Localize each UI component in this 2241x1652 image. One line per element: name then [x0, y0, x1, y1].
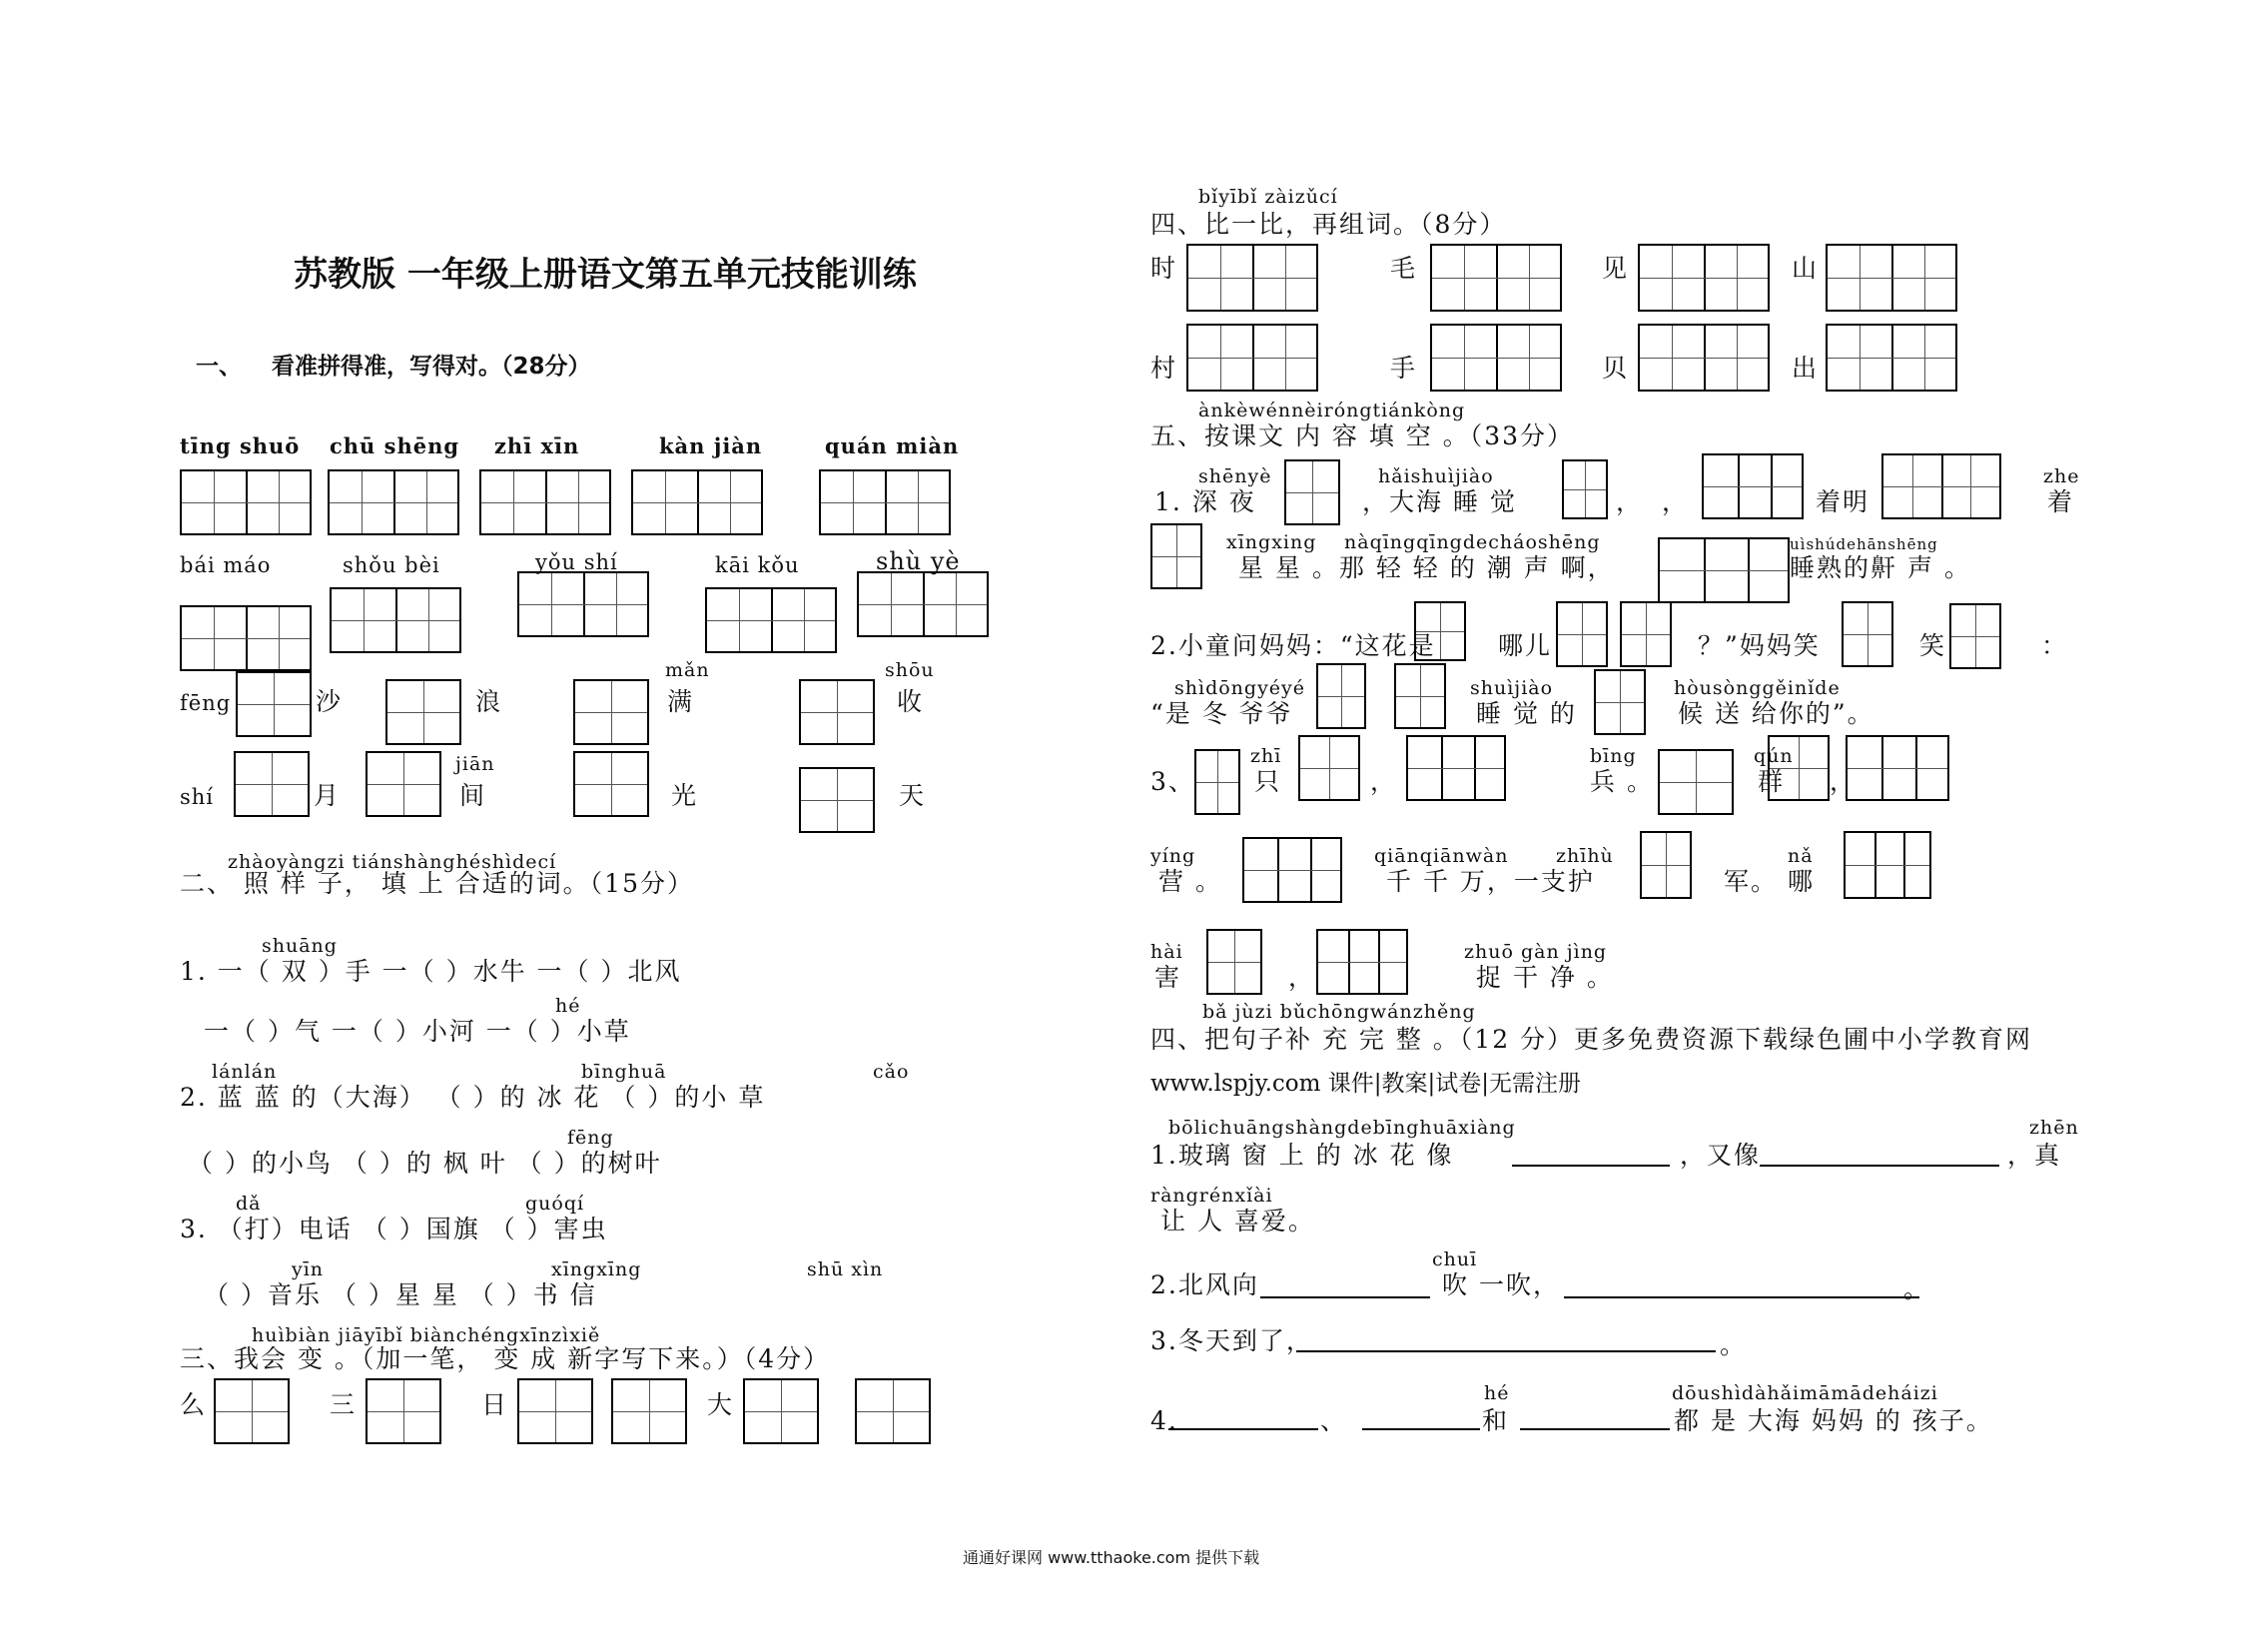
answer-line[interactable]	[1362, 1428, 1480, 1430]
writing-grid[interactable]	[1430, 324, 1562, 392]
answer-line[interactable]	[1260, 1296, 1430, 1298]
s6-q2-pinyin: chuī	[1432, 1248, 1478, 1270]
pinyin-feng: fēng	[180, 691, 232, 715]
l4-text-a: “是 冬 爷爷	[1150, 699, 1293, 728]
s6-q3-text-a: 3.冬天到了，	[1150, 1326, 1313, 1355]
pinyin-row2-3: yǒu shí	[535, 550, 618, 574]
q3b-pinyin-3: shū xìn	[807, 1258, 884, 1280]
l1-text-b: ，大海 睡 觉	[1362, 487, 1517, 516]
s6-q4-text-a: 4.	[1150, 1406, 1178, 1435]
pinyin-row1-3: zhī xīn	[494, 433, 580, 458]
pinyin-shi: shí	[180, 785, 215, 809]
writing-grid[interactable]	[1414, 601, 1466, 661]
l2-pinyin-2: nàqīngqīngdecháoshēng	[1344, 531, 1601, 553]
s6-q2-text-b: 吹 一吹，	[1442, 1270, 1560, 1299]
writing-grid[interactable]	[1316, 929, 1408, 995]
sec3-char-me: 么	[180, 1390, 208, 1419]
answer-line[interactable]	[1564, 1296, 1919, 1298]
section-2-pinyin: zhàoyàngzi tiánshànghéshìdecí	[228, 851, 557, 873]
writing-grid[interactable]	[1620, 601, 1672, 667]
writing-grid[interactable]	[1186, 324, 1318, 392]
l2-text-a: 星 星 。那 轻 轻 的 潮 声 啊，	[1238, 553, 1615, 582]
char-lang: 浪	[475, 687, 503, 716]
answer-line[interactable]	[1512, 1165, 1670, 1167]
char-sha: 沙	[316, 687, 344, 716]
s6-q2-text-c: 。	[1903, 1274, 1931, 1303]
writing-grid[interactable]	[1638, 324, 1770, 392]
pinyin-row2-5: shù yè	[876, 547, 961, 575]
l5-pinyin-2: bīng	[1590, 745, 1637, 767]
q1a-line: 1. 一（ 双 ）手 一（ ）水牛 一（ ）北风	[180, 957, 682, 986]
writing-grid[interactable]	[1844, 831, 1931, 899]
s6-q1-pinyin-2: zhēn	[2029, 1117, 2079, 1139]
writing-grid[interactable]	[1826, 244, 1957, 312]
writing-grid[interactable]	[517, 571, 649, 637]
sec3-char-da: 大	[707, 1390, 735, 1419]
l6-pinyin-1: yíng	[1150, 845, 1196, 867]
q3b-pinyin-1: yīn	[292, 1258, 325, 1280]
l6-text-c: 军。	[1724, 867, 1779, 896]
l3-text-d: 笑	[1919, 631, 1947, 660]
char-guang: 光	[671, 781, 699, 810]
writing-grid[interactable]	[180, 469, 312, 535]
writing-grid[interactable]	[1206, 929, 1262, 995]
sec4-char: 见	[1602, 254, 1630, 283]
section-5-heading: 五、按课文 内 容 填 空 。（33分）	[1150, 421, 1575, 450]
q3a-line: 3. （打）电话 （ ）国旗 （ ）害虫	[180, 1215, 608, 1243]
writing-grid[interactable]	[479, 469, 611, 535]
q2b-line: （ ）的小鸟 （ ）的 枫 叶 （ ）的树叶	[188, 1149, 662, 1178]
writing-grid[interactable]	[1842, 601, 1893, 667]
writing-grid[interactable]	[799, 767, 875, 833]
l3-text-b: 哪儿	[1498, 631, 1553, 660]
char-jian: 间	[459, 781, 487, 810]
q1b-line: 一（ ）气 一（ ）小河 一（ ）小草	[204, 1017, 631, 1046]
section-6-pinyin: bǎ jùzi bǔchōngwánzhěng	[1202, 1001, 1476, 1023]
sec4-char: 村	[1150, 354, 1178, 383]
writing-grid[interactable]	[573, 679, 649, 745]
l3-text-e: ：	[2041, 631, 2069, 660]
q2a-line: 2. 蓝 蓝 的（大海） （ ）的 冰 花 （ ）的小 草	[180, 1083, 766, 1112]
l7-pinyin-1: hài	[1150, 941, 1183, 963]
l5-text-d: 兵 。	[1590, 767, 1654, 796]
writing-grid[interactable]	[328, 469, 459, 535]
l3-text-c: ？”妈妈笑	[1698, 631, 1821, 660]
section-6-heading-2: www.lspjy.com 课件|教案|试卷|无需注册	[1150, 1071, 1582, 1097]
writing-grid[interactable]	[1186, 244, 1318, 312]
page-title: 苏教版 一年级上册语文第五单元技能训练	[294, 255, 917, 295]
l7-text-c: 捉 干 净 。	[1476, 963, 1614, 992]
writing-grid[interactable]	[1562, 459, 1608, 519]
writing-grid[interactable]	[366, 751, 441, 817]
section-3-pinyin: huìbiàn jiāyībǐ biànchéngxīnzìxiě	[252, 1324, 601, 1346]
pinyin-shou: shōu	[885, 659, 935, 681]
writing-grid[interactable]	[1594, 669, 1646, 735]
writing-grid[interactable]	[1150, 523, 1202, 589]
l7-pinyin-2: zhuō gàn jìng	[1464, 941, 1608, 963]
l5-text-b: 只	[1254, 767, 1282, 796]
l4-pinyin-2: shuìjiào	[1470, 677, 1554, 699]
q2b-pinyin: fēng	[567, 1127, 614, 1149]
section-1-heading: 看准拼得准，写得对。（28分）	[272, 354, 591, 380]
writing-grid[interactable]	[611, 1378, 687, 1444]
writing-grid[interactable]	[1284, 459, 1340, 525]
char-tian: 天	[899, 781, 927, 810]
q3b-line: （ ）音乐 （ ）星 星 （ ）书 信	[204, 1280, 597, 1309]
sec4-char: 毛	[1390, 254, 1418, 283]
writing-grid[interactable]	[1194, 749, 1240, 815]
l4-pinyin-3: hòusònggěinǐde	[1674, 677, 1841, 699]
l5-text-f: ，	[1830, 767, 1858, 796]
section-3-heading: 三、我会 变 。（加一笔， 变 成 新字写下来。）（4分）	[180, 1344, 831, 1373]
pinyin-man: mǎn	[665, 659, 710, 681]
answer-line[interactable]	[1296, 1350, 1716, 1352]
s6-q1-text-b: ，又像	[1680, 1141, 1762, 1170]
pinyin-row2-1: bái máo	[180, 553, 272, 577]
s6-q4-pinyin-2: dōushìdàhǎimāmādeháizi	[1672, 1382, 1938, 1404]
writing-grid[interactable]	[1406, 735, 1506, 801]
writing-grid[interactable]	[236, 671, 312, 737]
writing-grid[interactable]	[330, 587, 461, 653]
l7-text-b: ，	[1288, 963, 1316, 992]
q3a-pinyin-2: guóqí	[525, 1193, 585, 1215]
pinyin-row1-1: tīng shuō	[180, 433, 301, 458]
l2-pinyin-3: uìshúdehānshēng	[1790, 535, 1938, 553]
writing-grid[interactable]	[385, 679, 461, 745]
s6-q1-text-c: ，真	[2007, 1141, 2062, 1170]
l2-pinyin-1: xīngxing	[1226, 531, 1317, 553]
s6-q1-pinyin-3: ràngrénxǐài	[1150, 1185, 1273, 1207]
char-man: 满	[667, 687, 695, 716]
writing-grid[interactable]	[1430, 244, 1562, 312]
l6-pinyin-4: nǎ	[1788, 845, 1814, 867]
sec4-char: 贝	[1602, 354, 1630, 383]
writing-grid[interactable]	[1394, 663, 1446, 729]
char-shou: 收	[897, 687, 925, 716]
writing-grid[interactable]	[214, 1378, 290, 1444]
q1b-pinyin: hé	[555, 995, 581, 1017]
writing-grid[interactable]	[180, 605, 312, 671]
sec4-char: 出	[1792, 354, 1820, 383]
l5-pinyin-3: qún	[1754, 745, 1794, 767]
writing-grid[interactable]	[1702, 453, 1804, 519]
pinyin-row2-2: shǒu bèi	[343, 553, 440, 577]
pinyin-jian: jiān	[455, 753, 495, 775]
l5-text-e: 群	[1758, 767, 1786, 796]
writing-grid[interactable]	[1826, 324, 1957, 392]
q1a-pinyin: shuāng	[262, 935, 338, 957]
l6-pinyin-3: zhīhù	[1556, 845, 1614, 867]
l5-text-a: 3、	[1150, 767, 1195, 796]
l1-text-a: 1. 深 夜	[1154, 487, 1256, 516]
writing-grid[interactable]	[1556, 601, 1608, 667]
answer-line[interactable]	[1168, 1428, 1318, 1430]
section-2-heading: 二、 照 样 子， 填 上 合适的词。（15分）	[180, 869, 694, 898]
writing-grid[interactable]	[705, 587, 837, 653]
writing-grid[interactable]	[234, 751, 310, 817]
writing-grid[interactable]	[1658, 749, 1734, 815]
writing-grid[interactable]	[857, 571, 989, 637]
writing-grid[interactable]	[573, 751, 649, 817]
l5-text-c: ，	[1370, 767, 1398, 796]
writing-grid[interactable]	[819, 469, 951, 535]
answer-line[interactable]	[1520, 1428, 1670, 1430]
page-footer: 通通好课网 www.tthaoke.com 提供下载	[963, 1548, 1260, 1567]
section-1-number: 一、	[196, 354, 242, 380]
writing-grid[interactable]	[1949, 603, 2001, 669]
writing-grid[interactable]	[1638, 244, 1770, 312]
writing-grid[interactable]	[1881, 453, 2001, 519]
l1-text-d: ，	[1662, 487, 1690, 516]
s6-q1-pinyin: bōlichuāngshàngdebīnghuāxiàng	[1168, 1117, 1516, 1139]
sec4-char: 时	[1150, 254, 1178, 283]
writing-grid[interactable]	[1242, 837, 1342, 903]
pinyin-row1-2: chū shēng	[330, 433, 460, 458]
q2a-pinyin-3: cǎo	[873, 1061, 910, 1083]
section-6-heading: 四、把句子补 充 完 整 。（12 分）更多免费资源下载绿色圃中小学教育网	[1150, 1025, 2033, 1054]
l4-text-b: 睡 觉 的	[1476, 699, 1577, 728]
l5-pinyin-1: zhī	[1250, 745, 1282, 767]
sec3-char-san: 三	[330, 1390, 358, 1419]
s6-q3-text-b: 。	[1720, 1330, 1748, 1359]
l1-text-e: 着明	[1816, 487, 1870, 516]
sec4-char: 山	[1792, 254, 1820, 283]
section-4-heading: 四、比一比，再组词。（8分）	[1150, 210, 1507, 239]
writing-grid[interactable]	[1658, 537, 1790, 603]
writing-grid[interactable]	[1846, 735, 1949, 801]
q3a-pinyin-1: dǎ	[236, 1193, 262, 1215]
pinyin-row1-5: quán miàn	[825, 433, 960, 458]
l3-text-a: 2.小童问妈妈：“这花是	[1150, 631, 1436, 660]
writing-grid[interactable]	[517, 1378, 593, 1444]
l1-pinyin-3: zhe	[2043, 465, 2080, 487]
l6-pinyin-2: qiānqiānwàn	[1374, 845, 1509, 867]
writing-grid[interactable]	[855, 1378, 931, 1444]
writing-grid[interactable]	[1298, 735, 1360, 801]
l2-text-b: 睡熟的鼾 声 。	[1790, 553, 1971, 582]
sec4-char: 手	[1390, 354, 1418, 383]
l1-pinyin-1: shēnyè	[1198, 465, 1272, 487]
l1-pinyin-2: hǎishuìjiào	[1378, 465, 1494, 487]
writing-grid[interactable]	[1640, 831, 1692, 899]
char-yue: 月	[314, 781, 342, 810]
s6-q4-text-c: 和	[1482, 1406, 1510, 1435]
l1-text-c: ，	[1616, 487, 1644, 516]
pinyin-row2-4: kāi kǒu	[715, 553, 800, 577]
s6-q1-text-a: 1.玻璃 窗 上 的 冰 花 像	[1150, 1141, 1454, 1170]
s6-q4-text-b: 、	[1320, 1406, 1348, 1435]
s6-q2-text-a: 2.北风向	[1150, 1270, 1259, 1299]
answer-line[interactable]	[1760, 1165, 1999, 1167]
q2a-pinyin-2: bīnghuā	[581, 1061, 667, 1083]
writing-grid[interactable]	[743, 1378, 819, 1444]
writing-grid[interactable]	[366, 1378, 441, 1444]
l4-pinyin-1: shìdōngyéyé	[1174, 677, 1306, 699]
section-5-pinyin: ànkèwénnèiróngtiánkòng	[1198, 400, 1466, 421]
l7-text-a: 害	[1154, 963, 1182, 992]
writing-grid[interactable]	[799, 679, 875, 745]
writing-grid[interactable]	[1768, 735, 1830, 801]
s6-q4-pinyin-1: hé	[1484, 1382, 1510, 1404]
s6-q4-text-d: 都 是 大海 妈妈 的 孩子。	[1674, 1406, 1993, 1435]
l1-text-f: 着	[2047, 487, 2075, 516]
section-4-pinyin: bǐyībǐ zàizǔcí	[1198, 186, 1338, 208]
l4-text-c: 候 送 给你的”。	[1678, 699, 1874, 728]
q2a-pinyin-1: lánlán	[212, 1061, 278, 1083]
pinyin-row1-4: kàn jiàn	[659, 433, 763, 458]
l6-text-d: 哪	[1788, 867, 1816, 896]
l6-text-b: 千 千 万，一支护	[1386, 867, 1595, 896]
s6-q1-text-d: 让 人 喜爱。	[1160, 1207, 1315, 1236]
l6-text-a: 营 。	[1158, 867, 1222, 896]
writing-grid[interactable]	[631, 469, 763, 535]
sec3-char-ri: 日	[481, 1390, 509, 1419]
writing-grid[interactable]	[1316, 663, 1366, 729]
q3b-pinyin-2: xīngxīng	[551, 1258, 642, 1280]
